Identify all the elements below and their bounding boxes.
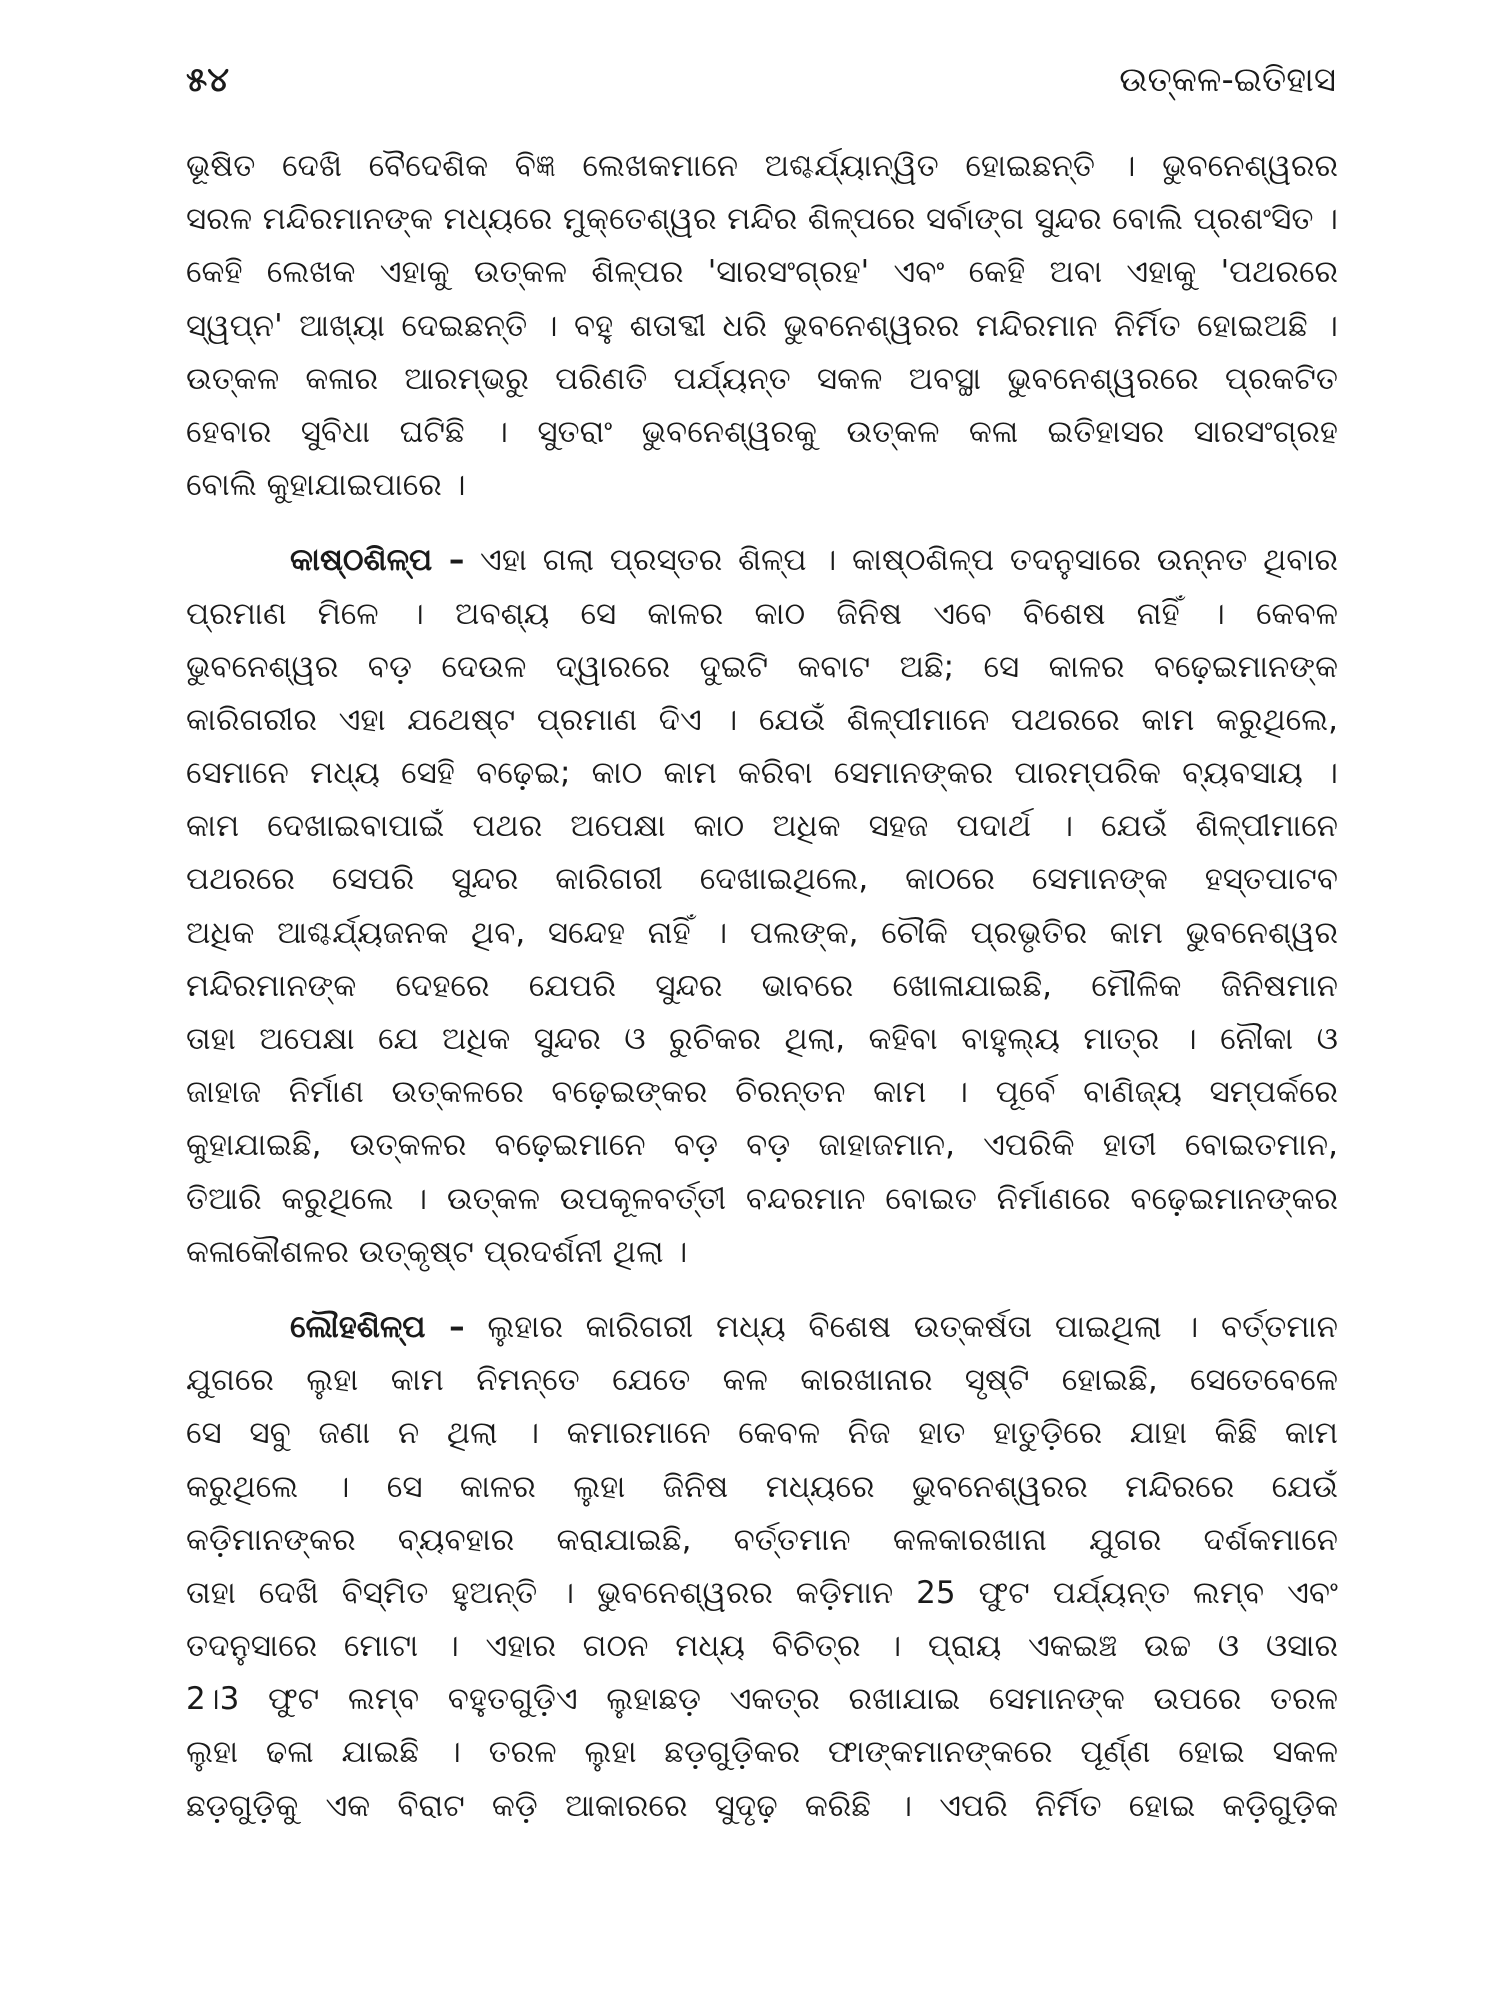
text-line: ସେମାନେ ମଧ୍ୟ ସେହି ବଢ଼େଇ; କାଠ କାମ କରିବା ସେମାନଙ୍କର ପାରମ୍ପରିକ ବ୍ୟବସାୟ । (186, 755, 1338, 792)
text-line: ତାହା ଦେଖି ବିସ୍ମିତ ହୁଅନ୍ତି । ଭୁବନେଶ୍ୱରର କଡ଼ିମାନ 25 ଫୁଟ ପର୍ଯ୍ୟନ୍ତ ଲମ୍ବ ଏବଂ (186, 1574, 1338, 1611)
body-text (186, 140, 1338, 1833)
text-line: ତିଆରି କରୁଥିଲେ । ଉତ୍କଳ ଉପକୂଳବର୍ତ୍ତୀ ବନ୍ଦରମାନ ବୋଇତ ନିର୍ମାଣରେ ବଢ଼େଇମାନଙ୍କର (186, 1180, 1338, 1217)
text-line: କୁହାଯାଇଛି, ଉତ୍କଳର ବଢ଼େଇମାନେ ବଡ଼ ବଡ଼ ଜାହାଜମାନ, ଏପରିକି ହାତୀ ବୋଇତମାନ, (186, 1127, 1338, 1164)
text-line: କରୁଥିଲେ । ସେ କାଳର ଲୁହା ଜିନିଷ ମଧ୍ୟରେ ଭୁବନେଶ୍ୱରର ମନ୍ଦିରରେ ଯେଉଁ (186, 1468, 1338, 1505)
text-line: ପଥରରେ ସେପରି ସୁନ୍ଦର କାରିଗରୀ ଦେଖାଇଥିଲେ, କାଠରେ ସେମାନଙ୍କ ହସ୍ତପାଟବ (186, 861, 1338, 898)
paragraph-wood-craft (186, 534, 1338, 1279)
text-line: ବୋଲି କୁହାଯାଇପାରେ । (186, 467, 466, 504)
text-line (186, 1301, 1338, 1354)
text-line: କାମ ଦେଖାଇବାପାଇଁ ପଥର ଅପେକ୍ଷା କାଠ ଅଧିକ ସହଜ ପଦାର୍ଥ । ଯେଉଁ ଶିଳ୍ପୀମାନେ (186, 808, 1338, 845)
text-line: ସରଳ ମନ୍ଦିରମାନଙ୍କ ମଧ୍ୟରେ ମୁକ୍ତେଶ୍ୱର ମନ୍ଦିର ଶିଳ୍ପରେ ସର୍ବାଙ୍ଗ ସୁନ୍ଦର ବୋଲି ପ୍ରଶଂସିତ । (186, 201, 1338, 238)
paragraph-intro (186, 140, 1338, 512)
section-heading-iron-craft: ଲୌହଶିଳ୍ପ – (290, 1308, 465, 1345)
text-line: ସେ ସବୁ ଜଣା ନ ଥିଲା । କମାରମାନେ କେବଳ ନିଜ ହାତ ହାତୁଡ଼ିରେ ଯାହା କିଛି କାମ (186, 1415, 1338, 1452)
text-line: ଛଡ଼ଗୁଡ଼ିକୁ ଏକ ବିରାଟ କଡ଼ି ଆକାରରେ ସୁଦୃଢ଼ କରିଛି । ଏପରି ନିର୍ମିତ ହୋଇ କଡ଼ିଗୁଡ଼ିକ (186, 1787, 1338, 1824)
section-heading-wood-craft: କାଷ୍ଠଶିଳ୍ପ – (290, 542, 465, 579)
text-line: ଯୁଗରେ ଲୁହା କାମ ନିମନ୍ତେ ଯେତେ କଳ କାରଖାନାର ସୃଷ୍ଟି ହୋଇଛି, ସେତେବେଳେ (186, 1362, 1338, 1399)
text-line (186, 534, 1338, 587)
text-line: ମନ୍ଦିରମାନଙ୍କ ଦେହରେ ଯେପରି ସୁନ୍ଦର ଭାବରେ ଖୋଳାଯାଇଛି, ମୌଳିକ ଜିନିଷମାନ (186, 967, 1338, 1004)
text-line: ହେବାର ସୁବିଧା ଘଟିଛି । ସୁତରାଂ ଭୁବନେଶ୍ୱରକୁ ଉତ୍କଳ କଳା ଇତିହାସର ସାରସଂଗ୍ରହ (186, 413, 1338, 450)
text-line: ପ୍ରମାଣ ମିଳେ । ଅବଶ୍ୟ ସେ କାଳର କାଠ ଜିନିଷ ଏବେ ବିଶେଷ ନାହିଁ । କେବଳ (186, 595, 1338, 632)
text-line: କଡ଼ିମାନଙ୍କର ବ୍ୟବହାର କରାଯାଇଛି, ବର୍ତ୍ତମାନ କଳକାରଖାନା ଯୁଗର ଦର୍ଶକମାନେ (186, 1521, 1338, 1558)
text-run: ଲୁହାର କାରିଗରୀ ମଧ୍ୟ ବିଶେଷ ଉତ୍କର୍ଷତା ପାଇଥିଲା । ବର୍ତ୍ତମାନ (464, 1308, 1338, 1345)
text-line: କଳାକୌଶଳର ଉତ୍କୃଷ୍ଟ ପ୍ରଦର୍ଶନୀ ଥିଲା । (186, 1233, 688, 1270)
text-line: ଜାହାଜ ନିର୍ମାଣ ଉତ୍କଳରେ ବଢ଼େଇଙ୍କର ଚିରନ୍ତନ କାମ । ପୂର୍ବେ ବାଣିଜ୍ୟ ସମ୍ପର୍କରେ (186, 1074, 1338, 1111)
text-run: ଏହା ଗଲା ପ୍ରସ୍ତର ଶିଳ୍ପ । କାଷ୍ଠଶିଳ୍ପ ତଦନୁସାରେ ଉନ୍ନତ ଥିବାର (464, 542, 1338, 579)
text-line: 2।3 ଫୁଟ ଲମ୍ବ ବହୁତଗୁଡ଼ିଏ ଲୁହାଛଡ଼ ଏକତ୍ର ରଖାଯାଇ ସେମାନଙ୍କ ଉପରେ ତରଳ (186, 1681, 1338, 1718)
page-number: ୫୪ (186, 60, 230, 100)
page-header (186, 60, 1336, 120)
text-line: କେହି ଲେଖକ ଏହାକୁ ଉତ୍କଳ ଶିଳ୍ପର 'ସାରସଂଗ୍ରହ' ଏବଂ କେହି ଅବା ଏହାକୁ 'ପଥରରେ (186, 254, 1338, 291)
text-line: ତଦନୁସାରେ ମୋଟା । ଏହାର ଗଠନ ମଧ୍ୟ ବିଚିତ୍ର । ପ୍ରାୟ ଏକଇଞ୍ଚ ଉଚ୍ଚ ଓ ଓସାର (186, 1628, 1338, 1665)
text-line: ଭୁବନେଶ୍ୱର ବଡ଼ ଦେଉଳ ଦ୍ୱାରରେ ଦୁଇଟି କବାଟ ଅଛି; ସେ କାଳର ବଢ଼େଇମାନଙ୍କ (186, 648, 1338, 685)
text-line: ଅଧିକ ଆଶ୍ଚର୍ଯ୍ୟଜନକ ଥିବ, ସନ୍ଦେହ ନାହିଁ । ପଲଙ୍କ, ଚୌକି ପ୍ରଭୃତିର କାମ ଭୁବନେଶ୍ୱର (186, 914, 1338, 951)
text-line: ଭୂଷିତ ଦେଖି ବୈଦେଶିକ ବିଜ୍ଞ ଲେଖକମାନେ ଅଶ୍ଚର୍ଯ୍ୟାନ୍ୱିତ ହୋଇଛନ୍ତି । ଭୁବନେଶ୍ୱରର (186, 148, 1338, 184)
paragraph-iron-craft (186, 1301, 1338, 1833)
running-title: ଉତ୍କଳ-ଇତିହାସ (1119, 60, 1336, 100)
text-line: ତାହା ଅପେକ୍ଷା ଯେ ଅଧିକ ସୁନ୍ଦର ଓ ରୁଚିକର ଥିଲା, କହିବା ବାହୁଲ୍ୟ ମାତ୍ର । ନୌକା ଓ (186, 1021, 1338, 1057)
text-line: ଉତ୍କଳ କଳାର ଆରମ୍ଭରୁ ପରିଣତି ପର୍ଯ୍ୟନ୍ତ ସକଳ ଅବସ୍ଥା ଭୁବନେଶ୍ୱରରେ ପ୍ରକଟିତ (186, 360, 1338, 397)
text-line: କାରିଗରୀର ଏହା ଯଥେଷ୍ଟ ପ୍ରମାଣ ଦିଏ । ଯେଉଁ ଶିଳ୍ପୀମାନେ ପଥରରେ କାମ କରୁଥିଲେ, (186, 701, 1338, 738)
text-line: ସ୍ୱପ୍ନ' ଆଖ୍ୟା ଦେଇଛନ୍ତି । ବହୁ ଶତାବ୍ଦୀ ଧରି ଭୁବନେଶ୍ୱରର ମନ୍ଦିରମାନ ନିର୍ମିତ ହୋଇଅଛି । (186, 307, 1338, 344)
text-line: ଲୁହା ଢଳା ଯାଇଛି । ତରଳ ଲୁହା ଛଡ଼ଗୁଡ଼ିକର ଫାଙ୍କମାନଙ୍କରେ ପୂର୍ଣ୍ଣ ହୋଇ ସକଳ (186, 1734, 1338, 1771)
